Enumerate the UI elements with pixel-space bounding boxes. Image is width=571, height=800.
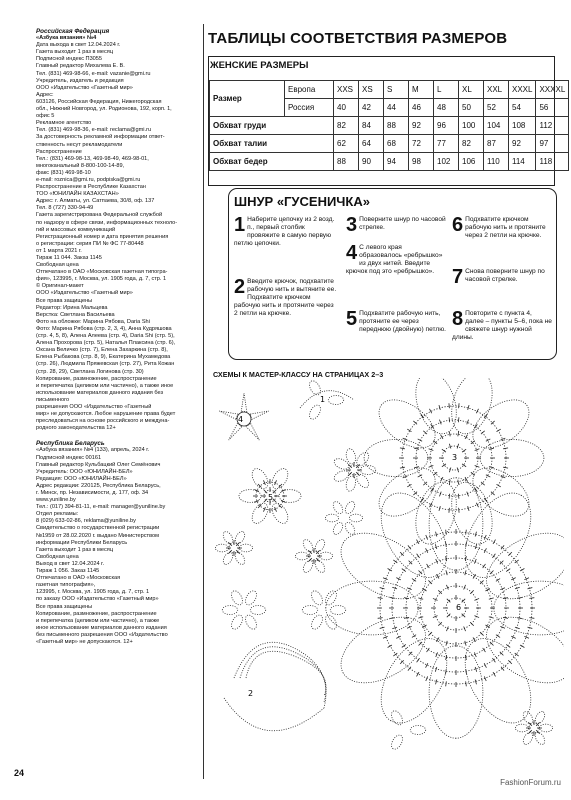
- imprint-line: Тел.: (017) 394-81-11, e-mail: manager@yuniline.by: [36, 504, 166, 511]
- imprint-line: Свидетельство о государственной регистрации: [36, 525, 160, 532]
- imprint-line: офис 5: [36, 113, 55, 120]
- diagram-label-1: 1: [320, 395, 326, 404]
- imprint-line: ственность несут рекламодатели: [36, 141, 123, 148]
- table-cell: 108: [509, 117, 536, 135]
- imprint-line: Верстка: Светлана Васильева: [36, 311, 115, 318]
- table-cell: 118: [536, 153, 569, 171]
- imprint-line: Все права защищены: [36, 603, 93, 610]
- step-3: [346, 216, 446, 234]
- table-cell: XXXXL: [536, 81, 569, 99]
- imprint-ru-country: Российская Федерация: [36, 28, 110, 35]
- step-number: 1: [234, 214, 246, 236]
- size-table: [209, 80, 569, 171]
- table-cell: S: [384, 81, 409, 99]
- imprint-line: по заказу ООО «Издательство «Газетный мир»: [36, 596, 159, 603]
- imprint-line: многоканальный 8-800-100-14-89,: [36, 162, 125, 169]
- table-cell: 96: [434, 117, 459, 135]
- imprint-line: © Оригинал-макет: [36, 283, 84, 290]
- imprint-line: преследоваться на основе российского и междуна-: [36, 418, 170, 425]
- step-number: 7: [452, 266, 464, 288]
- imprint-line: Рекламное агентство: [36, 120, 92, 127]
- diagram-label-2: 2: [248, 689, 254, 698]
- imprint-line: Оксана Величко (стр. 7), Елена Захаркина (стр. 8),: [36, 347, 168, 354]
- imprint-line: ООО «Издательство «Газетный мир»: [36, 290, 133, 297]
- step-number: 5: [346, 308, 358, 330]
- imprint-line: №1959 от 28.02.2020 г. выдано Министерством: [36, 532, 159, 539]
- imprint-line: Копирование, размножение, распространение: [36, 610, 157, 617]
- table-cell: XXS: [334, 81, 359, 99]
- size-table-title: ТАБЛИЦЫ СООТВЕТСТВИЯ РАЗМЕРОВ: [208, 30, 508, 47]
- imprint-by-country: Республика Беларусь: [36, 440, 105, 448]
- imprint-line: Отпечатано в ОАО «Московская газетная типогра-: [36, 269, 168, 276]
- imprint-line: информации Республики Беларусь: [36, 539, 128, 546]
- table-cell: 114: [509, 153, 536, 171]
- step-number: 3: [346, 214, 358, 236]
- imprint-line: использование материалов данного издания без письменного: [36, 389, 164, 403]
- table-cell: 50: [459, 99, 484, 117]
- table-cell: 52: [484, 99, 509, 117]
- imprint-line: Учредитель: ООО «ЮНИЛАЙН-БЕЛ»: [36, 468, 133, 475]
- imprint-line: Дата выхода в свет 12.04.2024 г.: [36, 42, 121, 49]
- table-cell: 56: [536, 99, 569, 117]
- shnur-title: ШНУР «ГУСЕНИЧКА»: [234, 194, 370, 209]
- table-cell: 40: [334, 99, 359, 117]
- crochet-diagrams: [204, 378, 564, 773]
- table-cell: 82: [334, 117, 359, 135]
- step-7: [452, 268, 552, 286]
- table-cell: 92: [509, 135, 536, 153]
- imprint-line: Главный редактор Кульбацкий Олег Семёнович: [36, 461, 161, 468]
- imprint-line: 123995, г. Москва, ул. 1905 года, д. 7, стр. 1: [36, 589, 150, 596]
- schemes-title: СХЕМЫ К МАСТЕР-КЛАССУ НА СТРАНИЦАХ 2–3: [213, 370, 384, 379]
- table-cell: 88: [334, 153, 359, 171]
- imprint-line: Адрес редакции: 220125, Республика Беларусь,: [36, 482, 161, 489]
- size-label: Размер: [210, 81, 285, 117]
- imprint-line: Газета выходит 1 раз в месяц: [36, 546, 114, 553]
- table-cell: 94: [384, 153, 409, 171]
- imprint-line: Главный редактор Михалева Е. В.: [36, 63, 125, 70]
- imprint-line: мир» не допускаются. Любое нарушение права будет: [36, 411, 176, 418]
- imprint-line: факс (831) 469-98-10: [36, 169, 91, 176]
- step-text: Подхватите крючком рабочую нить и протяните через 2 петли на крючке.: [465, 216, 546, 239]
- step-text: С левого края образовалось «ребрышко» из двух нитей. Введите крючок под это «ребрышко».: [346, 244, 443, 275]
- step-text: Поверните шнур по часовой стрелке.: [359, 216, 446, 231]
- imprint-line: ТОО «ЮНИЛАЙН КАЗАХСТАН»: [36, 191, 119, 198]
- step-text: Снова поверните шнур по часовой стрелке.: [465, 268, 545, 283]
- imprint-line: г. Минск, пр. Независимости, д. 177, оф. 34: [36, 490, 149, 496]
- imprint-line: «Азбука вязания» №4 (133), апрель, 2024 г.: [36, 447, 150, 454]
- row-label: Обхват груди: [210, 117, 334, 135]
- imprint-line: и перепечатка (целиком или частично), а также: [36, 617, 160, 624]
- imprint-line: Распространение: [36, 148, 82, 155]
- step-text: Наберите цепочку из 2 возд. п., первый столбик провяжите в самую первую петлю цепочки.: [234, 216, 335, 247]
- table-cell: M: [409, 81, 434, 99]
- russia-label: Россия: [285, 99, 334, 117]
- imprint-line: (стр. 28, 29), Светлана Логинова (стр. 30): [36, 368, 144, 375]
- table-cell: XS: [359, 81, 384, 99]
- imprint-line: Редакция: ООО «ЮНИЛАЙН-БЕЛ»: [36, 475, 127, 482]
- imprint-line: по надзору в сфере связи, информационных техноло-: [36, 219, 178, 226]
- imprint-by-lines: [36, 447, 196, 646]
- imprint-line: e-mail: roznica@gmi.ru, podpiska@gmi.ru: [36, 176, 141, 183]
- table-cell: 97: [536, 135, 569, 153]
- imprint-line: 8 (029) 633-02-86, reklama@yuniline.by: [36, 518, 136, 525]
- imprint-line: от 1 марта 2021 г.: [36, 247, 82, 254]
- table-cell: 77: [434, 135, 459, 153]
- imprint-line: фия», 123995, г. Москва, ул. 1905 года, д. 7, стр. 1: [36, 276, 167, 283]
- table-cell: 106: [459, 153, 484, 171]
- imprint-line: родного законодательства 12+: [36, 425, 116, 432]
- table-cell: 48: [434, 99, 459, 117]
- step-number: 6: [452, 214, 464, 236]
- page-number: 24: [14, 768, 25, 778]
- step-6: [452, 216, 552, 240]
- table-cell: 46: [409, 99, 434, 117]
- imprint-line: Тел.: (831) 469-98-13, 469-98-49, 469-98-01,: [36, 155, 149, 162]
- step-text: Введите крючок, подхватите рабочую нить и вытяните ее. Подхватите крючком рабочую нить и протяните через 2 петли на крючке.: [234, 278, 337, 317]
- step-4: [346, 244, 446, 276]
- imprint-line: (стр. 26), Людмила Пряжевская (стр. 27), Рита Кожан: [36, 361, 175, 368]
- europe-label: Европа: [285, 81, 334, 99]
- imprint-line: За достоверность рекламной информации ответ-: [36, 134, 165, 141]
- imprint-line: Тел. (831) 469-98-36, e-mail: reclama@gmi.ru: [36, 127, 152, 134]
- imprint-line: Свободная цена: [36, 553, 79, 560]
- imprint-line: Подписной индекс 00161: [36, 454, 102, 461]
- imprint-line: иное использование материалов данного издания: [36, 624, 167, 631]
- imprint-line: без письменного разрешения ООО «Издательство: [36, 631, 168, 638]
- row-label: Обхват талии: [210, 135, 334, 153]
- imprint-line: 603126, Российская Федерация, Нижегородская: [36, 98, 162, 105]
- imprint-line: Адрес: г. Алматы, ул. Сатпаева, 30/8, оф. 137: [36, 198, 155, 205]
- step-number: 2: [234, 276, 246, 298]
- imprint-line: ООО «Издательство «Газетный мир»: [36, 84, 133, 91]
- imprint-line: Фото: Марина Рябова (стр. 2, 3, 4), Анна Кудряшова: [36, 325, 172, 332]
- watermark: FashionForum.ru: [500, 778, 561, 787]
- table-cell: 112: [536, 117, 569, 135]
- imprint-line: Редактор: Ирина Мальцева: [36, 304, 108, 311]
- imprint-line: о регистрации: серия ПИ № ФС 77-80448: [36, 240, 144, 247]
- table-cell: 87: [484, 135, 509, 153]
- table-cell: 42: [359, 99, 384, 117]
- table-cell: 88: [384, 117, 409, 135]
- table-cell: XL: [459, 81, 484, 99]
- table-row: [210, 153, 569, 171]
- imprint-line: Регистрационный номер и дата принятия решения: [36, 233, 169, 240]
- table-cell: L: [434, 81, 459, 99]
- table-cell: 72: [409, 135, 434, 153]
- imprint-line: Адрес:: [36, 91, 54, 98]
- imprint-line: Выход в свет 12.04.2024 г.: [36, 560, 105, 567]
- table-cell: 44: [384, 99, 409, 117]
- step-1: [234, 216, 338, 248]
- table-cell: XXL: [484, 81, 509, 99]
- step-number: 4: [346, 242, 358, 264]
- table-cell: 104: [484, 117, 509, 135]
- imprint-line: газетная типография»,: [36, 582, 96, 589]
- diagram-label-5: 5: [268, 493, 274, 502]
- imprint-line: и перепечатка (целиком или частично), а также иное: [36, 382, 174, 389]
- imprint-line: гий и массовых коммуникаций: [36, 226, 116, 233]
- imprint-line: обл., Нижний Новгород, ул. Родионова, 192, корп. 1,: [36, 106, 172, 113]
- imprint-line: Елена Рыбакова (стр. 8, 9), Екатерина Мухамедова: [36, 354, 171, 361]
- table-cell: 110: [484, 153, 509, 171]
- table-row: [210, 117, 569, 135]
- imprint-line: Отпечатано в ОАО «Московская: [36, 575, 121, 582]
- table-cell: 100: [459, 117, 484, 135]
- table-cell: XXXL: [509, 81, 536, 99]
- table-cell: 90: [359, 153, 384, 171]
- table-cell: 84: [359, 117, 384, 135]
- table-cell: 98: [409, 153, 434, 171]
- size-table-heading: ЖЕНСКИЕ РАЗМЕРЫ: [210, 60, 309, 71]
- row-label: Обхват бедер: [210, 153, 334, 171]
- imprint-line: Газета выходит 1 раз в месяц: [36, 49, 114, 56]
- imprint-line: Алена Прохорова (стр. 5), Наталья Плаксина (стр. 6),: [36, 340, 176, 347]
- imprint-line: Тел. 8 (727) 330-94-49: [36, 205, 94, 212]
- imprint-line: Подписной индекс П3055: [36, 56, 103, 63]
- step-2: [234, 278, 338, 318]
- imprint-line: Распространение в Республике Казахстан: [36, 184, 146, 191]
- imprint-line: Газета зарегистрирована Федеральной службой: [36, 212, 163, 219]
- imprint-line: Все права защищены: [36, 297, 93, 304]
- step-text: Повторите с пункта 4, далее – пункты 5–6, пока не свяжете шнур нужной длины.: [452, 310, 552, 341]
- step-text: Подхватите рабочую нить, протяните ее через переднюю (двойную) петлю.: [359, 310, 447, 333]
- step-5: [346, 310, 446, 334]
- imprint-line: «Газетный мир» не допускаются. 12+: [36, 638, 133, 645]
- imprint-line: Фото на обложке: Марина Рябова, Daria Shi: [36, 318, 150, 325]
- imprint-line: разрешения ООО «Издательство «Газетный: [36, 403, 152, 410]
- imprint-ru-lines: [36, 42, 196, 432]
- table-cell: 102: [434, 153, 459, 171]
- imprint-line: Тел. (831) 469-98-66, e-mail: vazanie@gmi.ru: [36, 70, 151, 77]
- table-cell: 54: [509, 99, 536, 117]
- table-cell: 64: [359, 135, 384, 153]
- step-8: [452, 310, 552, 342]
- imprint-line: Свободная цена: [36, 262, 79, 269]
- imprint-line: Копирование, размножение, распространение: [36, 375, 157, 382]
- imprint-line: Тираж 1 056. Заказ 1145: [36, 568, 100, 575]
- imprint-line: www.yuniline.by: [36, 497, 76, 504]
- imprint-line: (стр. 4, 5, 8), Алена Алеева (стр. 4), Daria Shi (стр. 5),: [36, 333, 175, 340]
- step-number: 8: [452, 308, 464, 330]
- table-row: [210, 135, 569, 153]
- diagram-label-3: 3: [452, 453, 458, 462]
- table-cell: 62: [334, 135, 359, 153]
- imprint-line: Учредитель, издатель и редакция: [36, 77, 124, 84]
- imprint-line: Отдел рекламы:: [36, 511, 79, 518]
- table-cell: 92: [409, 117, 434, 135]
- diagram-label-6: 6: [456, 603, 462, 612]
- imprint-column: [36, 26, 196, 646]
- diagram-label-4: 4: [238, 415, 244, 424]
- table-cell: 82: [459, 135, 484, 153]
- imprint-ru-title: «Азбука вязания» №4: [36, 35, 97, 42]
- table-cell: 68: [384, 135, 409, 153]
- imprint-line: Тираж 11 044. Заказ 1145: [36, 255, 102, 261]
